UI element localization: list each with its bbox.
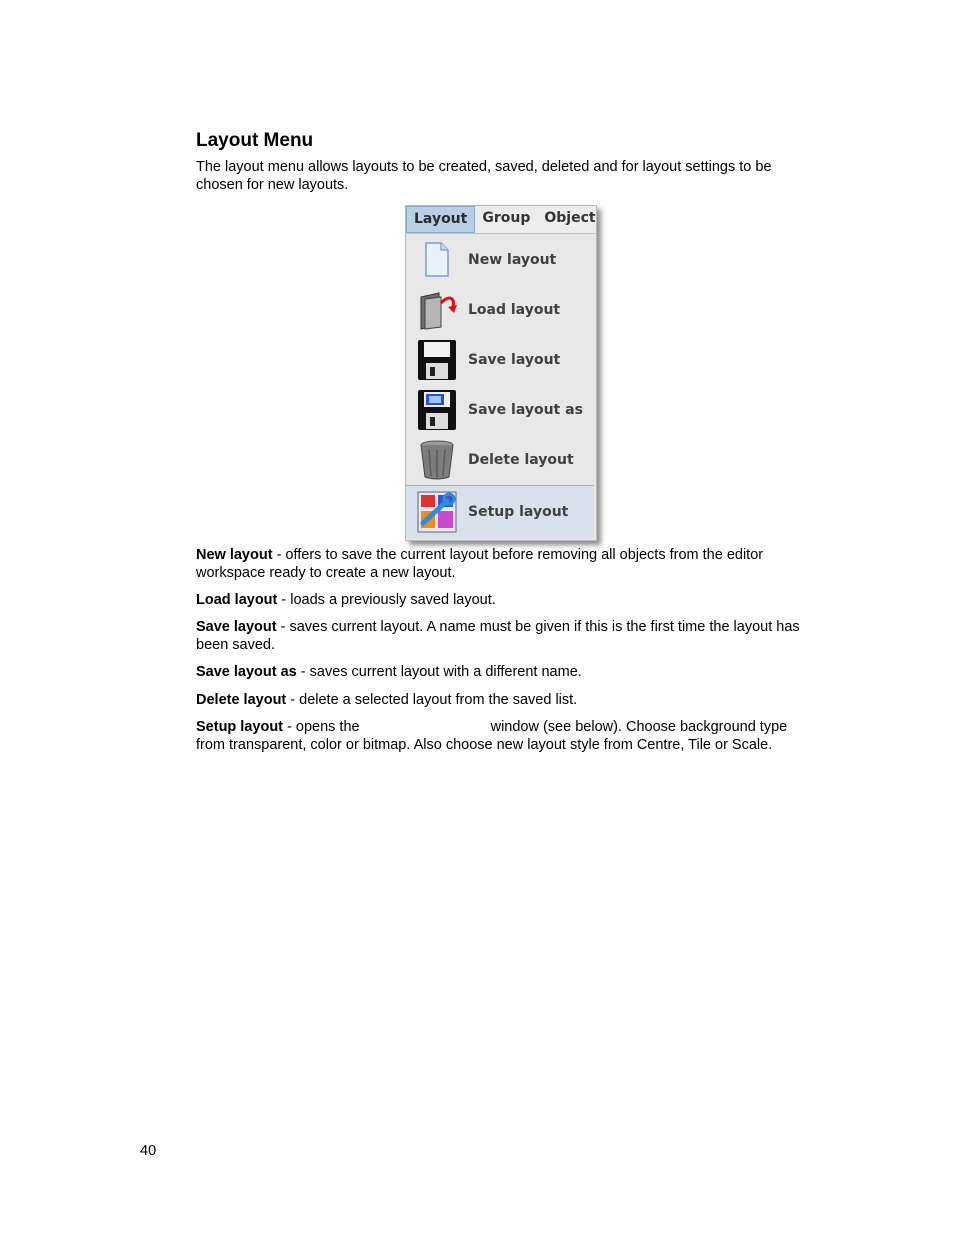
menu-item-setup-layout[interactable] bbox=[406, 488, 594, 536]
definition-continued: window (see below). Choose background type from transparent, color or bitmap. Also choose new layout style from Centre, Tile or Scale. bbox=[196, 719, 788, 753]
description-setup-layout bbox=[196, 718, 816, 754]
term: Save layout as bbox=[196, 664, 297, 680]
description-save-layout-as bbox=[196, 663, 816, 681]
definition: - opens the bbox=[283, 719, 360, 735]
definition: - loads a previously saved layout. bbox=[277, 592, 496, 608]
floppy-disk-icon bbox=[416, 338, 458, 382]
intro-paragraph: The layout menu allows layouts to be created, saved, deleted and for layout settings to be chosen for new layouts. bbox=[196, 159, 772, 193]
new-document-icon bbox=[416, 238, 458, 282]
layout-menu-screenshot bbox=[405, 205, 597, 541]
definition: - saves current layout. A name must be given if this is the first time the layout has been saved. bbox=[196, 619, 800, 653]
tab-layout[interactable]: Layout bbox=[406, 206, 475, 233]
description-delete-layout bbox=[196, 691, 816, 709]
setup-tools-icon bbox=[416, 490, 458, 534]
page-number: 40 bbox=[140, 1143, 157, 1159]
menu-item-label: Setup layout bbox=[468, 504, 569, 520]
trash-bin-icon bbox=[416, 438, 458, 482]
menu-separator bbox=[406, 485, 594, 486]
definition: - delete a selected layout from the saved list. bbox=[286, 692, 578, 708]
menu-item-save-layout[interactable] bbox=[406, 336, 594, 384]
menu-item-load-layout[interactable] bbox=[406, 286, 594, 334]
section-heading: Layout Menu bbox=[196, 130, 314, 151]
menu-item-label: Save layout as bbox=[468, 402, 583, 418]
floppy-disk-as-icon bbox=[416, 388, 458, 432]
term: Delete layout bbox=[196, 692, 287, 708]
definition: - saves current layout with a different name. bbox=[296, 664, 582, 680]
menu-item-label: Save layout bbox=[468, 352, 561, 368]
tab-object[interactable]: Object bbox=[544, 210, 596, 226]
description-save-layout bbox=[196, 618, 816, 654]
load-folder-icon bbox=[416, 288, 458, 332]
description-load-layout bbox=[196, 591, 816, 609]
term: Load layout bbox=[196, 592, 278, 608]
definition: - offers to save the current layout before removing all objects from the editor workspace ready to create a new layout. bbox=[196, 547, 764, 581]
menu-item-label: Load layout bbox=[468, 302, 561, 318]
tab-group[interactable]: Group bbox=[482, 210, 531, 226]
menu-item-label: New layout bbox=[468, 252, 557, 268]
term: New layout bbox=[196, 547, 273, 563]
term: Save layout bbox=[196, 619, 277, 635]
menu-item-delete-layout[interactable] bbox=[406, 436, 594, 484]
menu-bar bbox=[406, 206, 596, 234]
menu-item-save-layout-as[interactable] bbox=[406, 386, 594, 434]
term: Setup layout bbox=[196, 719, 284, 735]
menu-item-label: Delete layout bbox=[468, 452, 574, 468]
description-new-layout bbox=[196, 546, 816, 582]
menu-item-new-layout[interactable] bbox=[406, 236, 594, 284]
